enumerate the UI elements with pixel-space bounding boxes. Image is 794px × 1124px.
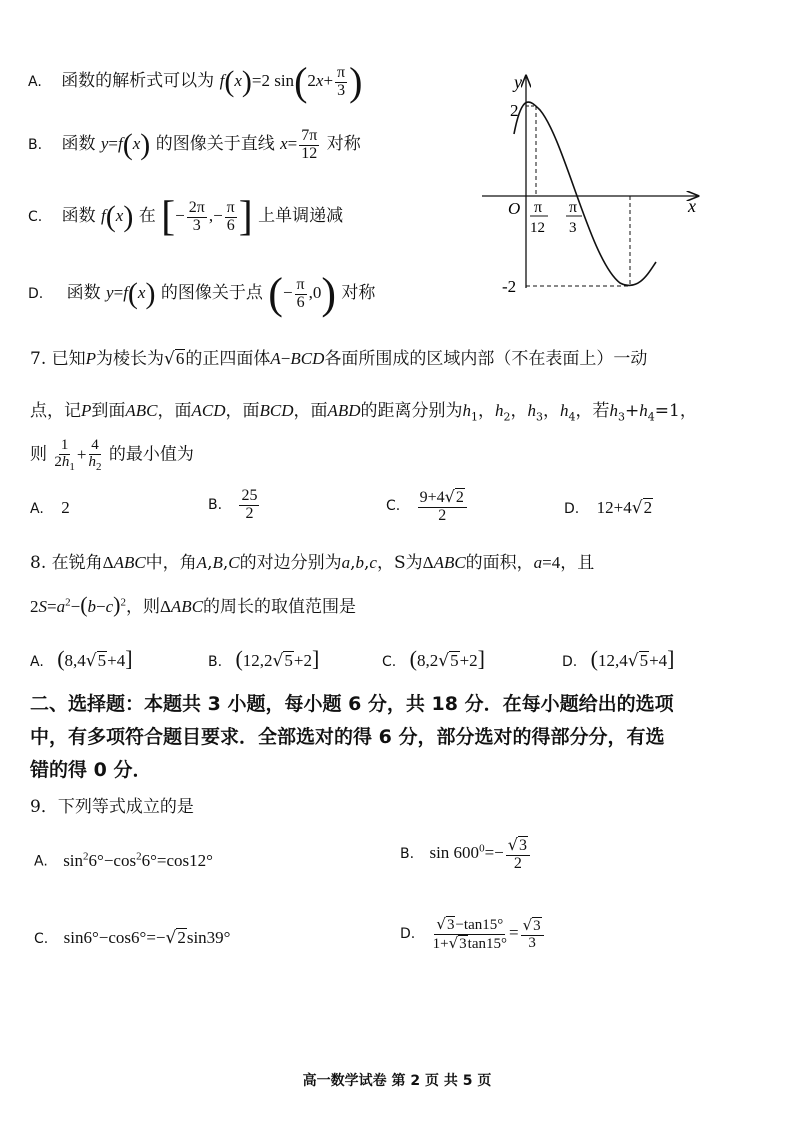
q6-d-mid: 的图像关于点 — [160, 282, 263, 303]
q7-l2-g: ，若 — [575, 401, 610, 421]
q6-c-pre: 函数 — [61, 205, 96, 226]
q6-c-fx: f(x) — [101, 200, 134, 233]
q8-line2: $2S=a^2-(b-c)^2$，则ΔABC的周长的取值范围是 — [30, 592, 357, 617]
q7-b-label: B. — [208, 497, 223, 514]
tick2-denominator: 3 — [569, 220, 577, 236]
q8-l1-e: 的面积， — [465, 553, 534, 573]
q6-a-formula: f(x)=2 sin(2x+ $\frac{\pi}{3}$ ) — [219, 59, 363, 104]
q9-option-d: D. $\frac{√3-\tan 15^\circ}{1+√3\tan 15^\circ}$ = $\frac{√3}{3}$ — [400, 916, 546, 953]
q7-a-label: A. — [30, 501, 44, 517]
q6-d-point: (− $\frac{\pi}{6}$ ,0) — [268, 269, 337, 318]
q6-b-post: 对称 — [326, 134, 361, 155]
q7-l2-d: ，面 — [225, 401, 260, 421]
q7-l1-c: 的正四面体 — [185, 349, 271, 369]
min-value-label: -2 — [502, 277, 517, 296]
q6-c-mid: 在 — [138, 205, 156, 226]
q6-a-text: 函数的解析式可以为 — [61, 70, 215, 91]
page-footer: 高一数学试卷 第 2 页 共 5 页 — [302, 1073, 492, 1089]
q8-b-label: B. — [208, 654, 223, 670]
section2-line1: 二、选择题：本题共 3 小题，每小题 6 分，共 18 分．在每小题给出的选项 — [30, 693, 674, 715]
q9-option-b: B. $\sin 600^0=-$ $\frac{√3}{2}$ — [400, 836, 532, 873]
q7-l1-d: 各面所围成的区域内部（不在表面上）一动 — [324, 349, 648, 369]
q6-b-fx: y=f(x) — [100, 128, 151, 162]
q7-l2-c: ，面 — [157, 401, 192, 421]
q7-line1: 7. 已知P为棱长为√6的正四面体A−BCD各面所围成的区域内部（不在表面上）一动 — [30, 349, 648, 369]
origin-label: O — [508, 199, 521, 218]
q8-l2-a: ，则 — [125, 597, 160, 617]
q7-l3-b: 的最小值为 — [108, 444, 194, 465]
q6-b-label: B. — [28, 137, 43, 154]
q7-line2: 点，记P到面ABC，面ACD，面BCD，面ABD的距离分别为$h_1$，$h_2$，$h_3$，$h_4$，若$h_3+h_4=1$， — [30, 401, 697, 424]
q6-d-pre: 函数 — [66, 282, 101, 303]
q9-stem: 9．下列等式成立的是 — [30, 797, 194, 817]
q8-option-c: C. (8,2√5+2] — [382, 646, 485, 671]
q6-option-d — [28, 269, 376, 318]
q6-a-label: A. — [28, 73, 42, 90]
q8-l1-d: ，S为 — [376, 553, 423, 573]
q7-l2-f: 的距离分别为 — [360, 401, 463, 421]
tick1-numerator: π — [534, 199, 543, 216]
q6-b-line: x= $\frac{7\pi}{12}$ — [280, 127, 318, 162]
x-axis-label: x — [688, 196, 696, 216]
q8-l1-b: 中，角 — [145, 553, 197, 573]
q8-l2-b: 的周长的取值范围是 — [203, 597, 357, 617]
q7-l2-a: 点，记 — [30, 401, 81, 421]
q7-l2-e: ，面 — [293, 401, 328, 421]
q6-d-fx: y=f(x) — [106, 277, 156, 310]
q9-c-label: C. — [34, 931, 49, 947]
q8-a-label: A. — [30, 654, 44, 670]
q8-option-b: B. (12,2√5+2] — [208, 646, 320, 671]
q7-option-d: D. 12+4√2 — [564, 498, 653, 518]
q9-d-label: D. — [400, 926, 416, 943]
q7-line3: 则 $\frac{1}{2h_1}$ + $\frac{4}{h_2}$ 的最小值为 — [30, 437, 194, 473]
q7-l3-a: 则 — [30, 444, 47, 465]
section2-heading — [30, 688, 750, 787]
q7-d-label: D. — [564, 501, 580, 517]
q6-option-c — [28, 196, 343, 238]
q6-c-interval: [− $\frac{2\pi}{3}$ ,− $\frac{\pi}{6}$ ] — [161, 194, 253, 240]
max-value-label: 2 — [510, 101, 519, 120]
q8-l1-a: 8. 在锐角 — [30, 553, 103, 573]
tick1-denominator: 12 — [530, 220, 545, 236]
sine-curve — [514, 102, 656, 285]
q8-l1-f: ，且 — [560, 553, 595, 573]
q9-option-a: A. $\sin^26^\circ-\cos^26^\circ=\cos 12^\circ$ — [34, 850, 213, 870]
q8-l1-c: 的对边分别为 — [239, 553, 342, 573]
q6-d-label: D. — [28, 285, 44, 302]
q6-option-b — [28, 128, 361, 163]
q7-c-label: C. — [386, 498, 401, 515]
q6-option-a — [28, 59, 363, 104]
sine-graph — [470, 70, 710, 300]
q6-b-pre: 函数 — [61, 134, 96, 155]
q7-l1-b: 为棱长为 — [96, 349, 165, 369]
q7-l1-a: 7. 已知 — [30, 349, 86, 369]
q8-c-label: C. — [382, 654, 397, 670]
section2-line3: 错的得 0 分． — [30, 759, 152, 781]
q9-b-label: B. — [400, 846, 415, 863]
q9-option-c: C. sin6°−cos6°=−√2sin39° — [34, 928, 231, 948]
q8-line1: 8. 在锐角ΔABC中，角A,B,C的对边分别为a,b,c，S为ΔABC的面积，a=4，且 — [30, 553, 595, 573]
q7-option-c: C. $\frac{9+4√2}{2}$ — [386, 488, 469, 525]
q6-c-post: 上单调递减 — [258, 205, 344, 226]
q6-c-label: C. — [28, 208, 43, 225]
section2-line2: 中，有多项符合题目要求．全部选对的得 6 分，部分选对的得部分分，有选 — [30, 726, 665, 748]
q6-d-post: 对称 — [341, 282, 376, 303]
q7-option-a — [30, 498, 70, 518]
q8-option-d: D. (12,4√5+4] — [562, 646, 675, 671]
q7-l2-b: 到面 — [91, 401, 126, 421]
tick2-numerator: π — [569, 199, 578, 216]
q8-option-a: A. (8,4√5+4] — [30, 646, 133, 671]
q7-option-b: B. $\frac{25}{2}$ — [208, 487, 258, 522]
q6-b-mid: 的图像关于直线 — [155, 134, 275, 155]
y-axis-label: y — [514, 72, 522, 92]
q8-d-label: D. — [562, 654, 578, 670]
q9-a-label: A. — [34, 853, 48, 870]
q7-a-value: 2 — [61, 498, 70, 517]
